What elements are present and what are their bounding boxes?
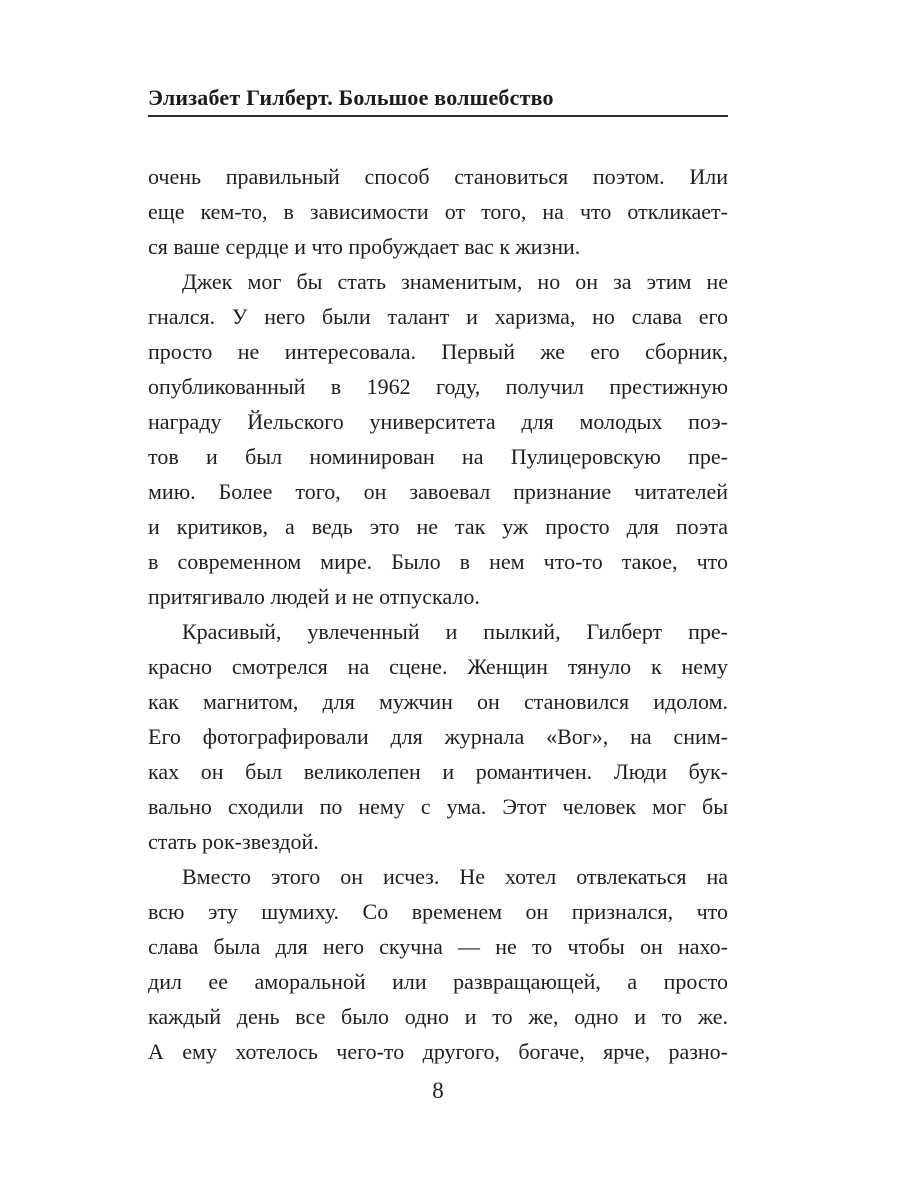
text-line: всю эту шумиху. Со временем он признался, что [148, 899, 728, 924]
text-line: мию. Более того, он завоевал признание читателей [148, 479, 728, 504]
text-line: слава была для него скучна — не то чтобы он нахо- [148, 934, 728, 959]
text-line: дил ее аморальной или развращающей, а просто [148, 969, 728, 994]
body-text [148, 159, 728, 1069]
paragraph [148, 264, 728, 614]
page-number: 8 [432, 1078, 444, 1103]
running-header [148, 86, 728, 117]
text-line: еще кем-то, в зависимости от того, на что откликает- [148, 199, 728, 224]
header-rule [148, 115, 728, 117]
text-line: и критиков, а ведь это не так уж просто для поэта [148, 514, 728, 539]
text-line: Джек мог бы стать знаменитым, но он за этим не [182, 269, 728, 294]
text-line: очень правильный способ становиться поэтом. Или [148, 164, 728, 189]
text-line: А ему хотелось чего-то другого, богаче, ярче, разно- [148, 1039, 728, 1064]
text-line: просто не интересовала. Первый же его сборник, [148, 339, 728, 364]
text-line: притягивало людей и не отпускало. [148, 584, 480, 609]
page-content [148, 86, 728, 1104]
text-line: Вместо этого он исчез. Не хотел отвлекаться на [182, 864, 728, 889]
text-line: как магнитом, для мужчин он становился идолом. [148, 689, 728, 714]
text-line: в современном мире. Было в нем что-то такое, что [148, 549, 728, 574]
text-line: стать рок-звездой. [148, 829, 319, 854]
text-line: тов и был номинирован на Пулицеровскую пре- [148, 444, 728, 469]
paragraph [148, 159, 728, 264]
text-line: награду Йельского университета для молодых поэ- [148, 409, 728, 434]
text-line: гнался. У него были талант и харизма, но слава его [148, 304, 728, 329]
text-line: Красивый, увлеченный и пылкий, Гилберт пре- [182, 619, 728, 644]
text-line: каждый день все было одно и то же, одно и то же. [148, 1004, 728, 1029]
running-header-title: Элизабет Гилберт. Большое волшебство [148, 85, 554, 110]
page-footer [148, 1078, 728, 1104]
text-line: красно смотрелся на сцене. Женщин тянуло к нему [148, 654, 728, 679]
text-line: вально сходили по нему с ума. Этот человек мог бы [148, 794, 728, 819]
text-line: ках он был великолепен и романтичен. Люди бук- [148, 759, 728, 784]
text-line: опубликованный в 1962 году, получил престижную [148, 374, 728, 399]
paragraph [148, 614, 728, 859]
text-line: ся ваше сердце и что пробуждает вас к жизни. [148, 234, 581, 259]
text-line: Его фотографировали для журнала «Вог», на сним- [148, 724, 728, 749]
paragraph [148, 859, 728, 1069]
